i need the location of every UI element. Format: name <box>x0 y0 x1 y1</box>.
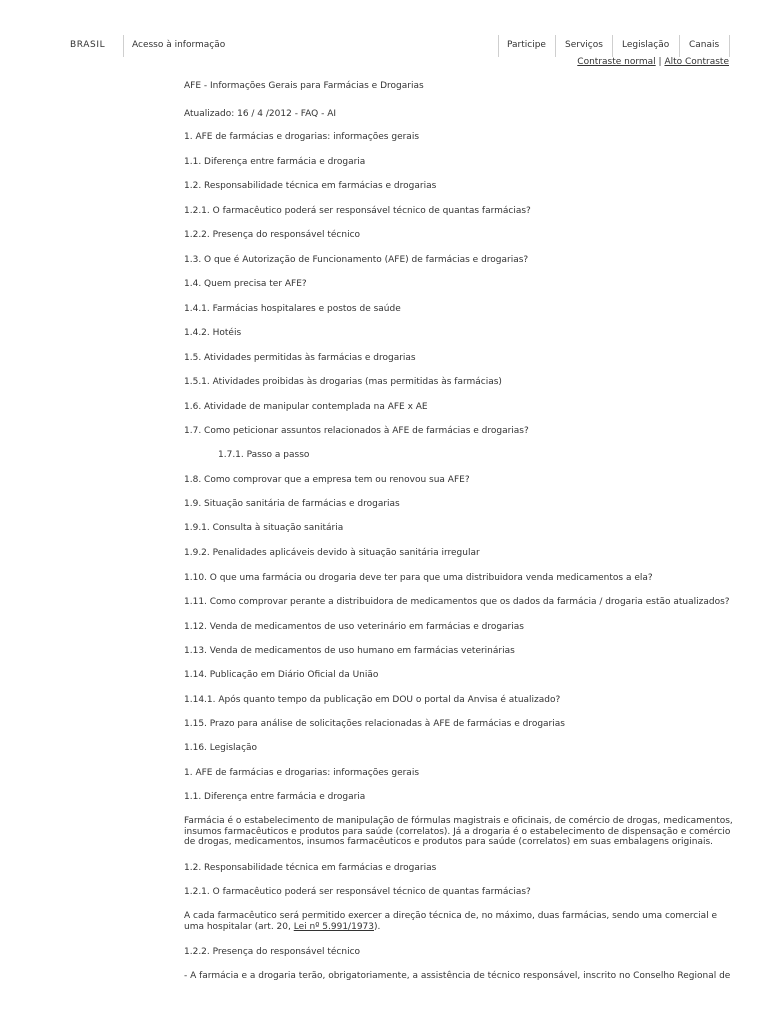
section-heading: 1.2.1. O farmacêutico poderá ser responsável técnico de quantas farmácias? <box>184 887 531 897</box>
toc-item[interactable]: 1.16. Legislação <box>184 743 258 753</box>
updated-date: Atualizado: 16 / 4 /2012 - FAQ - AI <box>184 109 337 119</box>
toc-item[interactable]: 1.4. Quem precisa ter AFE? <box>184 279 307 289</box>
contrast-normal-link[interactable]: Contraste normal <box>577 57 656 67</box>
toc-item[interactable]: 1.2. Responsabilidade técnica em farmácias e drogarias <box>184 181 437 191</box>
divider <box>612 35 613 57</box>
paragraph: Farmácia é o estabelecimento de manipulação de fórmulas magistrais e oficinais, de comércio de drogas, medicamentos, insumos farmacêuticos e produtos para saúde (correlatos). Já a drogaria é o estabelecimento de dispensação e comércio de drogas, medicamentos, insumos farmacêuticos e produtos para saúde (correlatos) em suas embalagens originais. <box>184 816 733 847</box>
nav-legislacao[interactable]: Legislação <box>622 40 670 50</box>
divider <box>498 35 499 57</box>
toc-item[interactable]: 1.3. O que é Autorização de Funcionamento (AFE) de farmácias e drogarias? <box>184 255 529 265</box>
paragraph <box>184 911 736 932</box>
toc-item[interactable]: 1.8. Como comprovar que a empresa tem ou renovou sua AFE? <box>184 475 470 485</box>
nav-participe[interactable]: Participe <box>507 40 546 50</box>
toc-item[interactable]: 1.11. Como comprovar perante a distribuidora de medicamentos que os dados da farmácia / drogaria estão atualizados? <box>184 597 730 607</box>
section-heading: 1.1. Diferença entre farmácia e drogaria <box>184 792 366 802</box>
toc-item[interactable]: 1.14. Publicação em Diário Oficial da União <box>184 670 379 680</box>
paragraph-text: ). <box>374 921 381 932</box>
law-link[interactable]: Lei nº 5.991/1973 <box>293 921 374 932</box>
section-heading: 1.2.2. Presença do responsável técnico <box>184 947 361 957</box>
divider <box>729 35 730 57</box>
contrast-separator: | <box>655 57 665 67</box>
toc-item[interactable]: 1.1. Diferença entre farmácia e drogaria <box>184 157 366 167</box>
access-info-link[interactable]: Acesso à informação <box>132 40 226 50</box>
divider <box>679 35 680 57</box>
toc-item[interactable]: 1.10. O que uma farmácia ou drogaria deve ter para que uma distribuidora venda medicamentos a ela? <box>184 573 653 583</box>
nav-servicos[interactable]: Serviços <box>565 40 603 50</box>
toc-item[interactable]: 1.7. Como peticionar assuntos relacionados à AFE de farmácias e drogarias? <box>184 426 529 436</box>
toc-item[interactable]: 1.2.2. Presença do responsável técnico <box>184 230 361 240</box>
contrast-high-link[interactable]: Alto Contraste <box>664 57 729 67</box>
toc-item[interactable]: 1.15. Prazo para análise de solicitações relacionadas à AFE de farmácias e drogarias <box>184 719 565 729</box>
toc-item[interactable]: 1.13. Venda de medicamentos de uso humano em farmácias veterinárias <box>184 646 515 656</box>
toc-item[interactable]: 1. AFE de farmácias e drogarias: informações gerais <box>184 132 420 142</box>
toc-item[interactable]: 1.2.1. O farmacêutico poderá ser responsável técnico de quantas farmácias? <box>184 206 531 216</box>
section-heading: 1. AFE de farmácias e drogarias: informações gerais <box>184 768 420 778</box>
divider <box>555 35 556 57</box>
divider <box>123 35 124 57</box>
paragraph-text: A cada farmacêutico será permitido exercer a direção técnica de, no máximo, duas farmácias, sendo uma comercial e uma hospitalar (art. 20, <box>184 911 718 932</box>
toc-item[interactable]: 1.5. Atividades permitidas às farmácias e drogarias <box>184 353 416 363</box>
nav-canais[interactable]: Canais <box>689 40 720 50</box>
paragraph: - A farmácia e a drogaria terão, obrigatoriamente, a assistência de técnico responsável, inscrito no Conselho Regional de <box>184 971 731 981</box>
toc-item[interactable]: 1.4.1. Farmácias hospitalares e postos de saúde <box>184 304 401 314</box>
contrast-switch <box>577 57 729 67</box>
page-title: AFE - Informações Gerais para Farmácias e Drogarias <box>184 81 424 91</box>
section-heading: 1.2. Responsabilidade técnica em farmácias e drogarias <box>184 863 437 873</box>
toc-item[interactable]: 1.9.1. Consulta à situação sanitária <box>184 523 344 533</box>
toc-item[interactable]: 1.9.2. Penalidades aplicáveis devido à situação sanitária irregular <box>184 548 480 558</box>
toc-item[interactable]: 1.4.2. Hotéis <box>184 328 242 338</box>
brasil-logo[interactable]: BRASIL <box>70 40 106 50</box>
toc-item[interactable]: 1.12. Venda de medicamentos de uso veterinário em farmácias e drogarias <box>184 622 524 632</box>
toc-item[interactable]: 1.7.1. Passo a passo <box>218 450 310 460</box>
toc-item[interactable]: 1.9. Situação sanitária de farmácias e drogarias <box>184 499 400 509</box>
toc-item[interactable]: 1.5.1. Atividades proibidas às drogarias (mas permitidas às farmácias) <box>184 377 502 387</box>
toc-item[interactable]: 1.14.1. Após quanto tempo da publicação em DOU o portal da Anvisa é atualizado? <box>184 695 561 705</box>
toc-item[interactable]: 1.6. Atividade de manipular contemplada na AFE x AE <box>184 402 428 412</box>
government-bar <box>0 0 768 70</box>
